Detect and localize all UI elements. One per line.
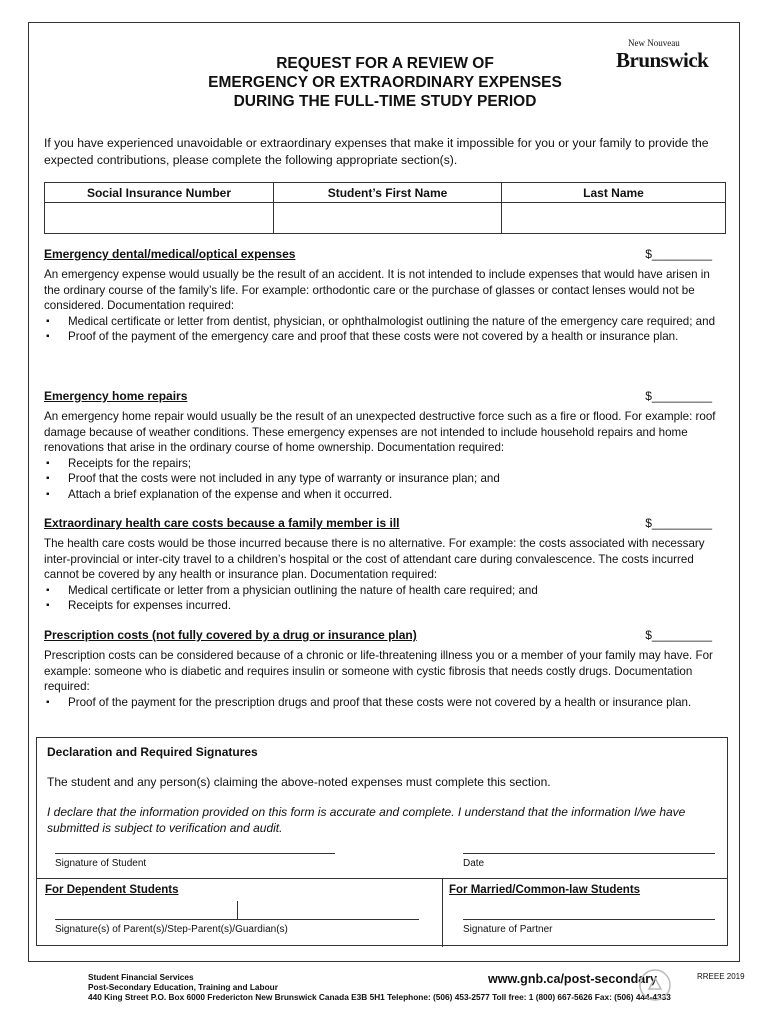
declaration-heading: Declaration and Required Signatures [47, 745, 258, 759]
bullet-item: ▪ Proof of the payment for the prescription drugs and proof that these costs were not covered by a health or insurance plan. [44, 695, 726, 711]
section-body: An emergency expense would usually be the result of an accident. It is not intended to include expenses that would have arisen in the ordinary course of the family’s life. For example: orthodontic care or the purchase of glasses or contact lenses would not be considered. Documentation required: [44, 268, 710, 312]
declaration-statement: I declare that the information provided on this form is accurate and complete. I understand that the information I/we have submitted is subject to verification and audit. [47, 805, 686, 835]
dependent-students-heading: For Dependent Students [45, 884, 179, 896]
bullet-item: ▪ Proof of the payment of the emergency care and proof that these costs were not covered by a health or insurance plan. [44, 329, 726, 345]
signature-divider-tick [237, 901, 238, 919]
date-line[interactable] [463, 853, 715, 869]
section-health-care [44, 516, 726, 614]
sin-field[interactable] [45, 203, 274, 234]
bullet-item: ▪ Medical certificate or letter from dentist, physician, or ophthalmologist outlining the nature of the emergency care required; and [44, 314, 726, 330]
signature-subsections [37, 878, 727, 935]
footer-url[interactable]: www.gnb.ca/post-secondary [488, 972, 658, 986]
form-title [150, 54, 620, 111]
section-heading: Emergency home repairs [44, 389, 188, 403]
section-heading: Prescription costs (not fully covered by a drug or insurance plan) [44, 628, 417, 642]
title-line-3: DURING THE FULL-TIME STUDY PERIOD [233, 93, 537, 110]
nb-logo [616, 38, 726, 78]
declaration-text: The student and any person(s) claiming the above-noted expenses must complete this section. [47, 775, 551, 789]
logo-big-text: Brunswick [616, 48, 709, 72]
footer-org [88, 972, 278, 992]
section-heading: Extraordinary health care costs because a family member is ill [44, 516, 400, 530]
declaration-box [36, 737, 728, 946]
form-code: RREEE 2019 [697, 972, 745, 981]
bullet-item: ▪ Proof that the costs were not included in any type of warranty or insurance plan; and [44, 471, 726, 487]
amount-field[interactable]: $_________ [645, 247, 712, 261]
footer-contact: 440 King Street P.O. Box 6000 Fredericton New Brunswick Canada E3B 5H1 Telephone: (506) 453-2577 Toll free: 1 (800) 667-5626 Fax: (506) 444-4333 [88, 992, 671, 1002]
bullet-item: ▪ Receipts for expenses incurred. [44, 598, 726, 614]
last-name-header: Last Name [502, 183, 726, 203]
amount-field[interactable]: $_________ [645, 516, 712, 530]
section-body: The health care costs would be those incurred because there is no alternative. For example: the costs associated with necessary inter-provincial or inter-city travel to a children’s hospital or the cost of attendant care during convalescence. The costs incurred cannot be covered by any health or insurance plan. Documentation required: [44, 537, 705, 581]
bullet-item: ▪ Receipts for the repairs; [44, 456, 726, 472]
amount-field[interactable]: $_________ [645, 389, 712, 403]
date-label: Date [463, 858, 485, 869]
section-heading: Emergency dental/medical/optical expenses [44, 247, 296, 261]
first-name-header: Student’s First Name [274, 183, 502, 203]
section-prescription [44, 628, 726, 710]
footer-org-line: Student Financial Services [88, 972, 194, 982]
student-signature-line[interactable] [55, 853, 335, 869]
partner-signature-line[interactable] [463, 919, 715, 935]
sin-header: Social Insurance Number [45, 183, 274, 203]
title-line-2: EMERGENCY OR EXTRAORDINARY EXPENSES [208, 74, 562, 91]
student-id-table [44, 182, 726, 234]
section-body: An emergency home repair would usually be the result of an unexpected destructive force such as a fire or flood. For example: roof damage because of weather conditions. These emergency expenses are not intended to include household repairs and home renovations that arise in the ordinary course of home ownership. Documentation required: [44, 410, 716, 454]
title-line-1: REQUEST FOR A REVIEW OF [276, 55, 494, 72]
section-body: Prescription costs can be considered because of a chronic or life-threatening illness you or a member of your family may have. For example: someone who is diabetic and requires insulin or someone with cystic fibrosis that needs costly drugs. Documentation required: [44, 649, 713, 693]
logo-small-text: New Nouveau [628, 38, 680, 48]
amount-field[interactable]: $_________ [645, 628, 712, 642]
section-dental-medical [44, 247, 726, 345]
footer [0, 968, 770, 1024]
subsection-divider [442, 879, 443, 947]
married-students-heading: For Married/Common-law Students [449, 884, 641, 896]
section-home-repairs [44, 389, 726, 502]
partner-signature-label: Signature of Partner [463, 924, 553, 935]
footer-org-line: Post-Secondary Education, Training and Labour [88, 982, 278, 992]
first-name-field[interactable] [274, 203, 502, 234]
parent-signature-line[interactable] [55, 919, 419, 935]
signature-label: Signature of Student [55, 858, 147, 869]
bullet-item: ▪ Medical certificate or letter from a physician outlining the nature of health care required; and [44, 583, 726, 599]
bullet-item: ▪ Attach a brief explanation of the expense and when it occurred. [44, 487, 726, 503]
parent-signature-label: Signature(s) of Parent(s)/Step-Parent(s)/Guardian(s) [55, 924, 288, 935]
last-name-field[interactable] [502, 203, 726, 234]
intro-text: If you have experienced unavoidable or extraordinary expenses that make it impossible for you or your family to provide the expected contributions, please complete the following appropriate section(s). [44, 136, 709, 167]
recycle-icon [638, 968, 672, 1002]
